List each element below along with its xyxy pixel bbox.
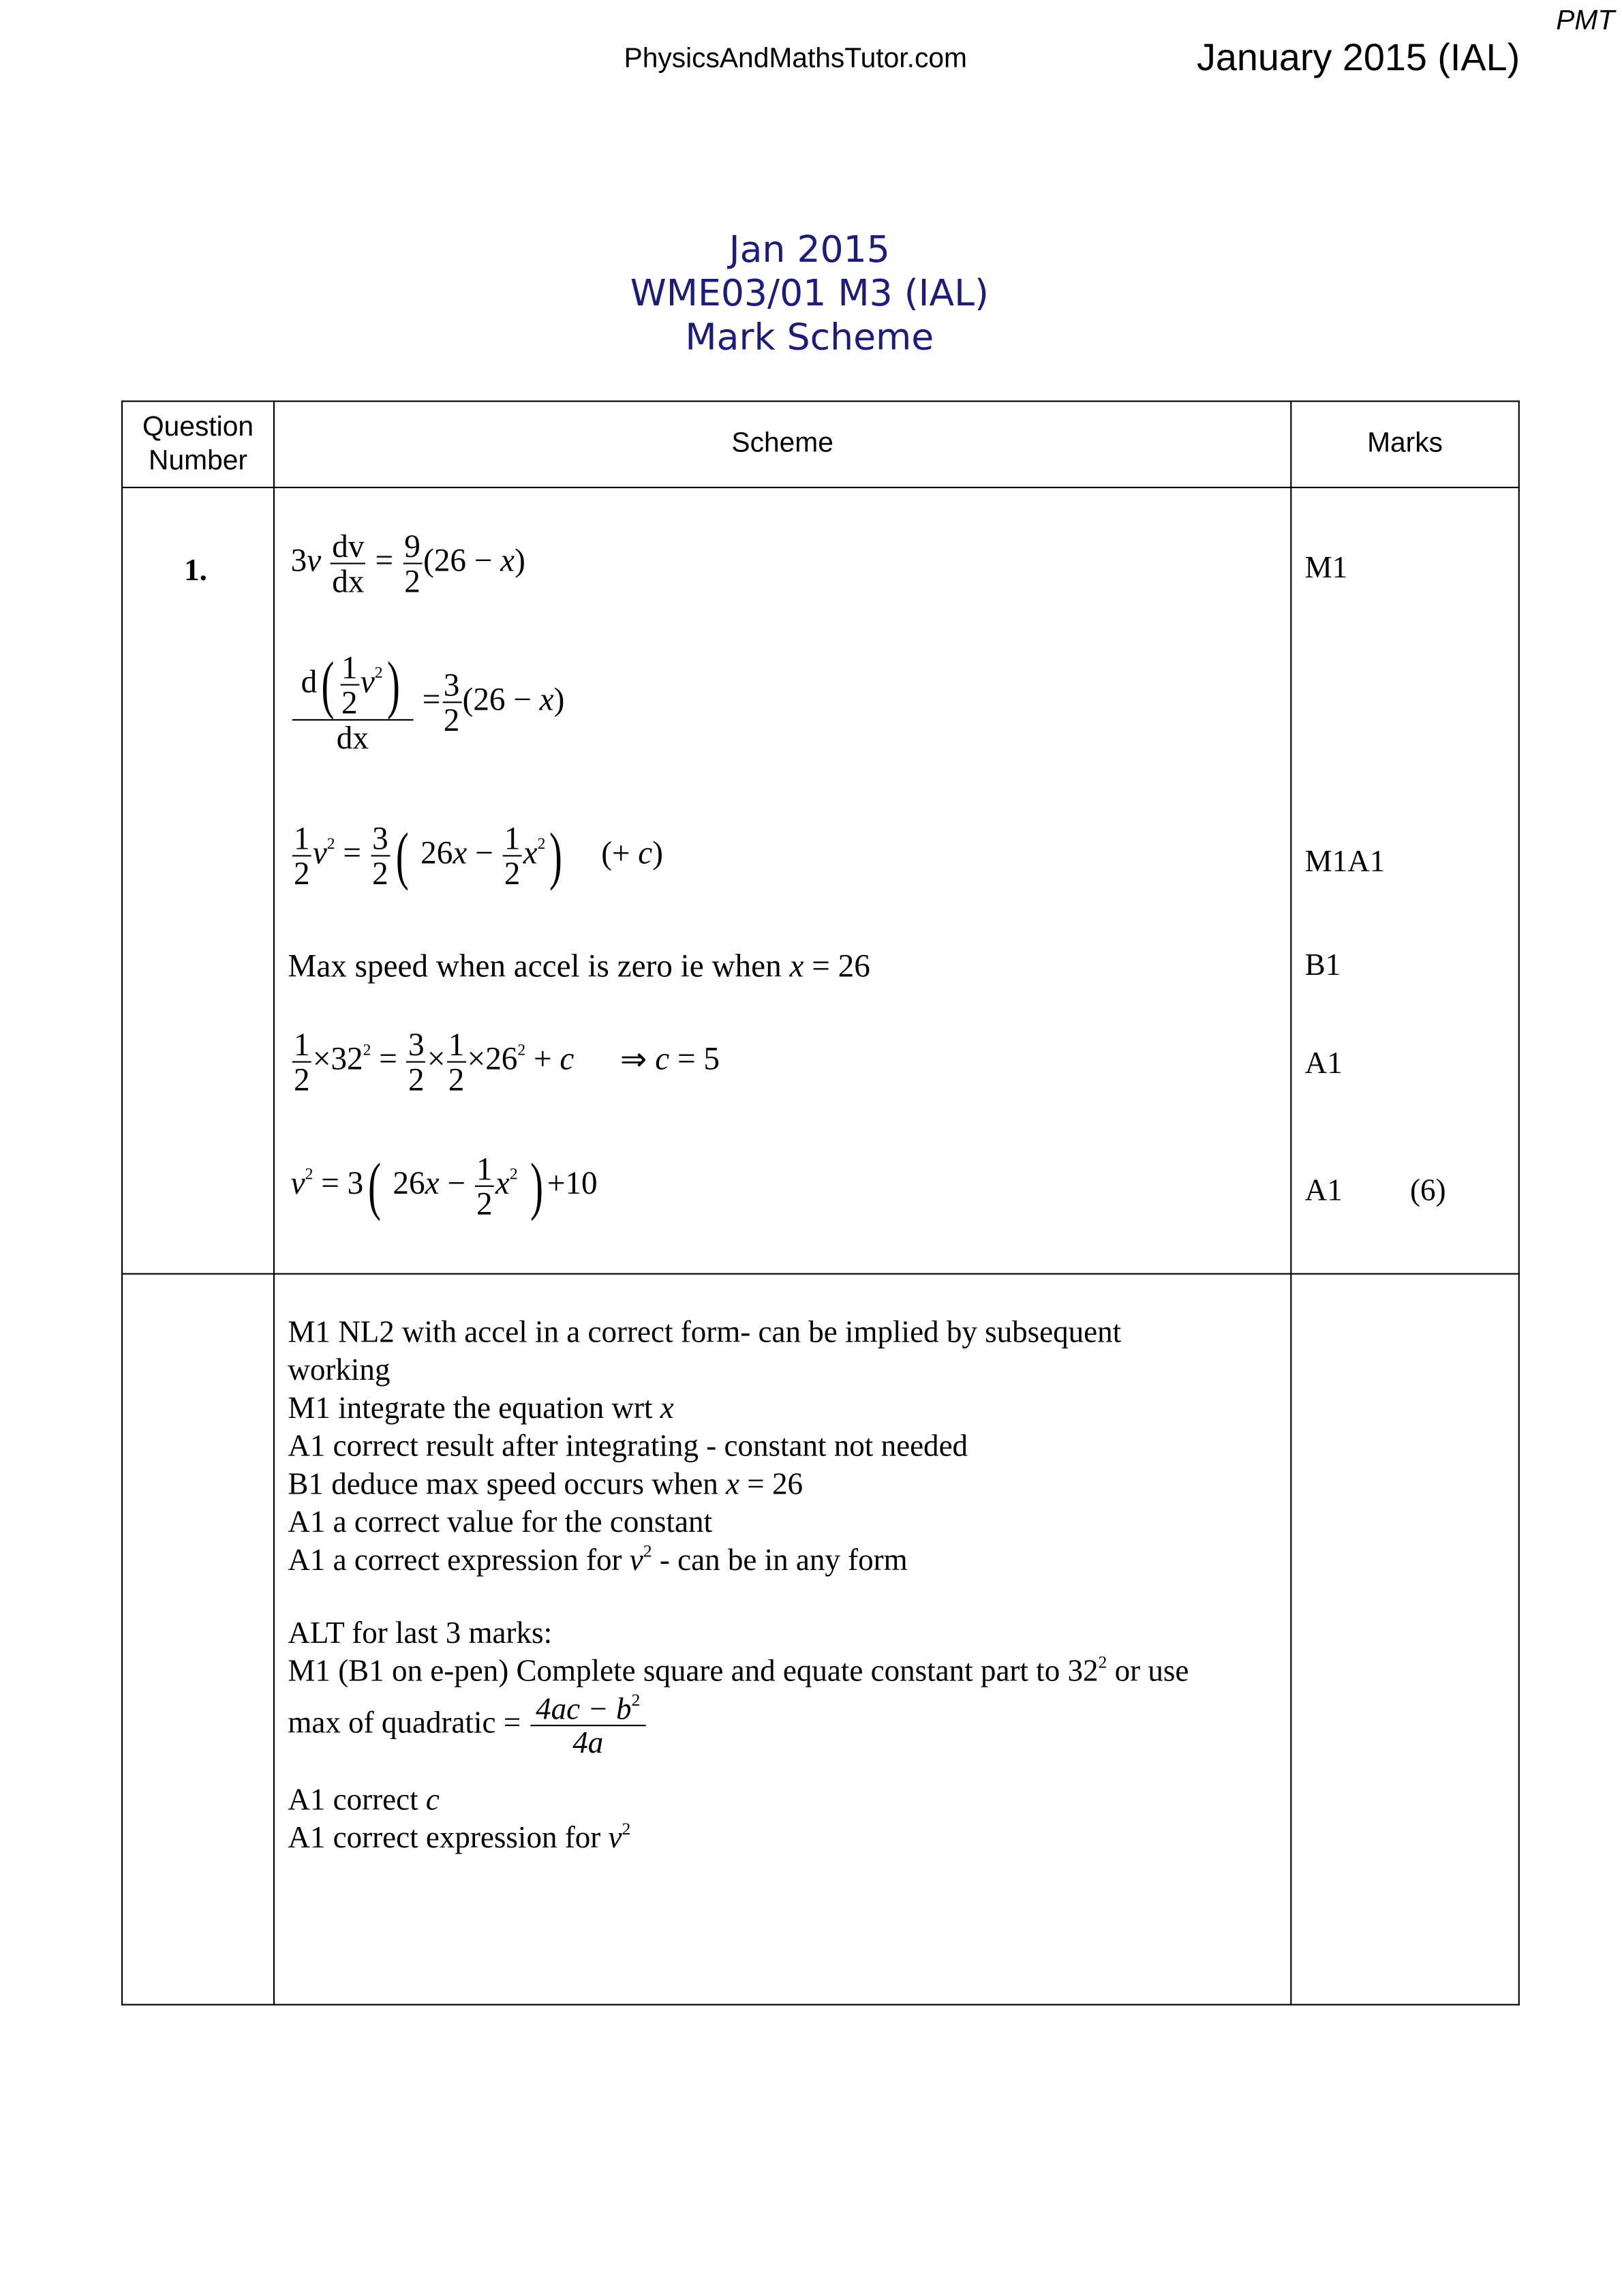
eq: = 3 bbox=[313, 1164, 364, 1201]
half bbox=[340, 650, 359, 719]
mark-5: A1 bbox=[1304, 1172, 1343, 1208]
title-line-1: Jan 2015 bbox=[729, 228, 890, 271]
equation-6: $v^2 = 3$ ( 26x − $\frac{1}{2}$ $x^2$ ) +10 bbox=[290, 1149, 598, 1222]
t26: 26 bbox=[420, 834, 453, 871]
eq1-v: v bbox=[307, 541, 322, 579]
three-halves bbox=[407, 1027, 426, 1096]
val: = 5 bbox=[669, 1040, 720, 1077]
header-divider bbox=[121, 487, 1520, 488]
v: v bbox=[360, 663, 375, 700]
c: c bbox=[655, 1040, 670, 1077]
eq1-rest: (26 − bbox=[423, 541, 501, 579]
equation-3: $\frac{1}{2}$ $v^2$ = $\frac{3}{2}$ ( 26x − $\frac{1}{2}$ $x^2$ ) (+ c) bbox=[291, 821, 663, 890]
text: B1 deduce max speed occurs when bbox=[288, 1466, 726, 1501]
eq1-dvdx bbox=[331, 529, 365, 598]
table-border-left bbox=[121, 400, 123, 2005]
den: 4a bbox=[572, 1725, 604, 1760]
note-line bbox=[288, 1819, 630, 1856]
den: 2 bbox=[293, 1061, 310, 1098]
note-line bbox=[288, 1542, 907, 1579]
table-border-bottom bbox=[121, 2004, 1520, 2006]
table-border-top bbox=[121, 400, 1520, 402]
den: 2 bbox=[341, 684, 358, 721]
text: M1 (B1 on e-pen) Complete square and equate constant part to 32 bbox=[288, 1652, 1099, 1689]
times: × bbox=[427, 1040, 446, 1077]
eq1-equals: = bbox=[375, 541, 394, 579]
sq: 2 bbox=[1098, 1651, 1107, 1672]
note-line bbox=[288, 1689, 647, 1760]
c: c bbox=[638, 834, 653, 871]
den: 2 bbox=[476, 1185, 493, 1222]
question-number: 1. bbox=[184, 552, 207, 588]
note-line: working bbox=[288, 1352, 391, 1387]
v: v bbox=[608, 1819, 622, 1855]
plus: (+ bbox=[601, 834, 639, 871]
header-question-text: Question bbox=[142, 412, 254, 443]
total-marks: (6) bbox=[1410, 1172, 1446, 1208]
val: = 26 bbox=[739, 1466, 803, 1501]
half-2 bbox=[447, 1027, 466, 1096]
x: x bbox=[660, 1390, 674, 1425]
den: 2 bbox=[504, 855, 521, 892]
title-line-2: WME03/01 M3 (IAL) bbox=[630, 271, 989, 314]
mark-4: A1 bbox=[1304, 1045, 1343, 1081]
row-divider bbox=[121, 1273, 1520, 1275]
sq: 2 bbox=[374, 664, 383, 682]
text: - can be in any form bbox=[652, 1542, 908, 1577]
text: A1 correct expression for bbox=[288, 1819, 609, 1855]
close: ) bbox=[652, 834, 663, 871]
v: v bbox=[629, 1542, 643, 1577]
header-number-text: Number bbox=[149, 445, 247, 477]
val: = 26 bbox=[804, 947, 870, 984]
den: 2 bbox=[404, 562, 420, 600]
note-line bbox=[288, 1653, 1189, 1690]
x2: x bbox=[523, 834, 538, 871]
num: 3 bbox=[407, 1027, 426, 1063]
eq1-fraction bbox=[403, 529, 422, 598]
den: 2 bbox=[372, 855, 388, 892]
num: 1 bbox=[292, 821, 311, 857]
numerator: 4ac − b bbox=[536, 1691, 632, 1727]
eq1-x: x bbox=[500, 541, 515, 579]
implies: ⇒ bbox=[619, 1040, 656, 1077]
note-alt-heading: ALT for last 3 marks: bbox=[288, 1615, 553, 1650]
header-scheme: Scheme bbox=[731, 428, 833, 459]
den: dx bbox=[336, 719, 369, 756]
plus: + bbox=[525, 1040, 560, 1077]
num: dv bbox=[331, 529, 365, 564]
header-marks: Marks bbox=[1367, 428, 1443, 459]
eq3-three-halves bbox=[371, 821, 390, 890]
x2: x bbox=[495, 1164, 510, 1201]
sq: 2 bbox=[622, 1818, 631, 1839]
eq1-close: ) bbox=[515, 541, 525, 579]
eq2-rest: (26 − bbox=[462, 680, 540, 718]
eq: = bbox=[371, 1040, 406, 1077]
plus10: +10 bbox=[547, 1164, 598, 1201]
num: 9 bbox=[403, 529, 422, 564]
x: x bbox=[789, 947, 804, 984]
half bbox=[475, 1152, 494, 1221]
sq: 2 bbox=[509, 1166, 518, 1183]
note-line bbox=[288, 1466, 803, 1503]
eq1-coef: 3 bbox=[290, 541, 307, 579]
sq: 2 bbox=[305, 1166, 313, 1183]
v: v bbox=[312, 834, 327, 871]
pmt-label: PMT bbox=[1556, 5, 1615, 37]
eq3-half bbox=[292, 821, 311, 890]
c: c bbox=[560, 1040, 575, 1077]
num: 1 bbox=[475, 1152, 494, 1188]
x: x bbox=[726, 1466, 740, 1501]
note-line: A1 correct result after integrating - constant not needed bbox=[288, 1428, 968, 1464]
num: 1 bbox=[340, 650, 359, 686]
sq: 2 bbox=[363, 1041, 371, 1059]
minus: − bbox=[439, 1164, 474, 1201]
eq2-x: x bbox=[539, 680, 554, 718]
mark-2: M1A1 bbox=[1304, 843, 1386, 879]
num: 1 bbox=[447, 1027, 466, 1063]
text: max of quadratic = bbox=[288, 1704, 529, 1740]
note-line bbox=[288, 1782, 440, 1819]
table-border-right bbox=[1518, 400, 1520, 2005]
note-line: M1 NL2 with accel in a correct form- can be implied by subsequent bbox=[288, 1314, 1122, 1350]
t26: ×26 bbox=[467, 1040, 518, 1077]
num bbox=[530, 1689, 646, 1727]
eq3-half-2 bbox=[503, 821, 522, 890]
equation-1 bbox=[291, 529, 525, 598]
t26: 26 bbox=[393, 1164, 425, 1201]
text: M1 integrate the equation wrt bbox=[288, 1390, 660, 1425]
sq: 2 bbox=[643, 1540, 652, 1561]
exam-date: January 2015 (IAL) bbox=[1197, 35, 1520, 79]
den: 2 bbox=[448, 1061, 465, 1098]
text: A1 correct bbox=[288, 1781, 426, 1817]
num: d ( $\frac{1}{2}$ $v^2$ ) bbox=[292, 650, 413, 721]
mark-3: B1 bbox=[1304, 947, 1341, 982]
den: 2 bbox=[443, 701, 460, 739]
eq2-fraction bbox=[442, 668, 461, 737]
title-line-3: Mark Scheme bbox=[685, 316, 934, 359]
column-divider-1 bbox=[273, 400, 275, 2005]
mark-1: M1 bbox=[1304, 549, 1348, 585]
sq: 2 bbox=[326, 835, 335, 854]
sq: 2 bbox=[537, 835, 546, 854]
note-line bbox=[288, 1390, 673, 1427]
v: v bbox=[290, 1164, 305, 1201]
text: A1 a correct expression for bbox=[288, 1542, 630, 1577]
num: 1 bbox=[503, 821, 522, 857]
eq2-equals: = bbox=[422, 680, 441, 718]
quadratic-max-fraction bbox=[530, 1689, 646, 1760]
num: 3 bbox=[371, 821, 390, 857]
x: x bbox=[425, 1164, 440, 1201]
header-question-number bbox=[123, 410, 273, 478]
column-divider-2 bbox=[1290, 400, 1291, 2005]
num: 3 bbox=[442, 668, 461, 704]
site-name: PhysicsAndMathsTutor.com bbox=[624, 44, 967, 75]
den: 2 bbox=[293, 855, 310, 892]
equation-2 bbox=[291, 650, 565, 755]
d: d bbox=[301, 663, 318, 700]
note-line: A1 a correct value for the constant bbox=[288, 1504, 712, 1539]
minus: − bbox=[467, 834, 502, 871]
den: 2 bbox=[408, 1061, 425, 1098]
x: x bbox=[453, 834, 468, 871]
eq2-close: ) bbox=[553, 680, 565, 718]
max-speed-statement bbox=[288, 947, 870, 985]
half bbox=[292, 1027, 311, 1096]
eq2-lhs bbox=[292, 650, 413, 755]
num: 1 bbox=[292, 1027, 311, 1063]
sq: 2 bbox=[517, 1041, 526, 1059]
t32: ×32 bbox=[312, 1040, 363, 1077]
text: Max speed when accel is zero ie when bbox=[288, 947, 790, 984]
c: c bbox=[425, 1781, 440, 1817]
eq3-equals: = bbox=[343, 834, 361, 871]
equation-5 bbox=[291, 1027, 720, 1096]
sq: 2 bbox=[631, 1689, 641, 1710]
den: dx bbox=[332, 562, 365, 600]
text: or use bbox=[1107, 1652, 1189, 1689]
